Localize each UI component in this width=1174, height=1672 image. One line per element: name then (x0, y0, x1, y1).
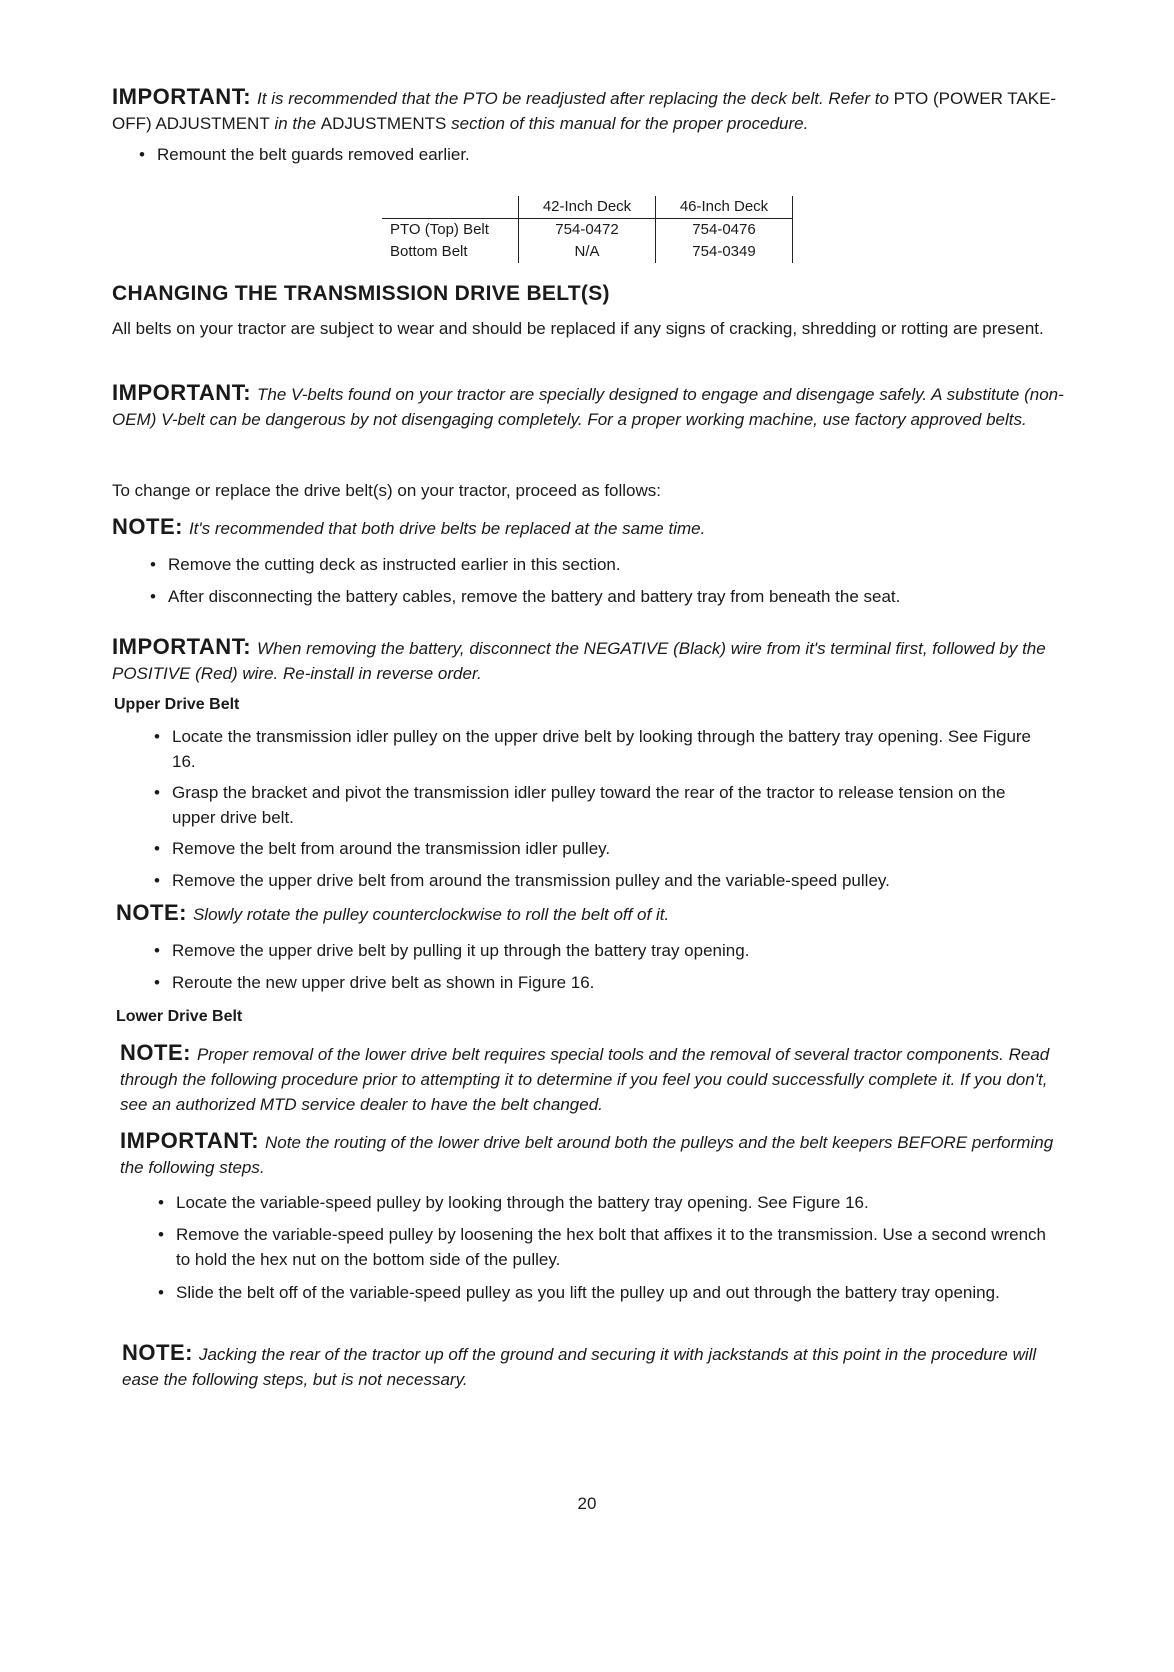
bullet-item (154, 868, 1052, 893)
bullet-text: Locate the variable-speed pulley by looking through the battery tray opening. See Figure 16. (176, 1193, 869, 1212)
seg: PTO (POWER TAKE-OFF) ADJUSTMENT (112, 89, 1057, 133)
bullet-item (154, 780, 1052, 830)
important-pto-note (112, 84, 1072, 136)
important-label: IMPORTANT: (112, 84, 252, 109)
table-cell: 754-0472 (519, 219, 656, 242)
important-text: The V-belts found on your tractor are specially designed to engage and disengage safely. A substitute (non-OEM) V-belt can be dangerous by not disengaging completely. For a proper working machine, use factory approved belts. (112, 385, 1064, 429)
bullet-icon: • (154, 941, 160, 960)
bullet-icon: • (154, 973, 160, 992)
table-header-cell: 42-Inch Deck (519, 196, 656, 219)
important-pto-text (112, 89, 1056, 133)
bullet-text: Remount the belt guards removed earlier. (157, 145, 470, 164)
table-cell: Bottom Belt (390, 243, 468, 260)
bullet-icon: • (139, 145, 145, 164)
table-cell: 754-0476 (656, 219, 793, 242)
bullet-icon: • (158, 1225, 164, 1244)
bullet-text: Slide the belt off of the variable-speed pulley as you lift the pulley up and out through the battery tray opening. (176, 1283, 1000, 1302)
table-row (382, 241, 793, 263)
bullet-text: Remove the upper drive belt by pulling it up through the battery tray opening. (172, 941, 750, 960)
bullet-item (154, 938, 1052, 963)
note-label: NOTE: (122, 1340, 193, 1365)
note-block (116, 900, 1076, 927)
bullet-icon: • (154, 783, 160, 802)
seg: ADJUSTMENTS (320, 114, 447, 133)
bullet-icon: • (150, 555, 156, 574)
table-header-cell (382, 196, 519, 219)
belt-part-table (382, 196, 793, 263)
important-label: IMPORTANT: (112, 380, 252, 405)
bullet-item (154, 724, 1052, 774)
note-text: It's recommended that both drive belts be replaced at the same time. (188, 519, 706, 538)
table-cell: PTO (Top) Belt (382, 219, 519, 242)
bullet-text: Remove the belt from around the transmission idler pulley. (172, 839, 611, 858)
section-heading: CHANGING THE TRANSMISSION DRIVE BELT(S) (112, 282, 610, 305)
bullet-icon: • (154, 727, 160, 746)
important-vbelt-note (112, 380, 1072, 432)
note-block (122, 1340, 1076, 1392)
bullet-icon: • (150, 587, 156, 606)
table-cell: 754-0349 (656, 241, 793, 263)
subheading-lower-drive-belt: Lower Drive Belt (116, 1008, 243, 1025)
bullet-item (139, 142, 1057, 167)
important-label: IMPORTANT: (112, 634, 252, 659)
bullet-icon: • (154, 871, 160, 890)
bullet-icon: • (154, 839, 160, 858)
table-row (382, 219, 793, 242)
note-label: NOTE: (116, 900, 187, 925)
bullet-text: Locate the transmission idler pulley on the upper drive belt by looking through the battery tray opening. See Figure 16. (172, 727, 1032, 771)
bullet-item (154, 970, 1052, 995)
note-label: NOTE: (120, 1040, 191, 1065)
bullet-text: Remove the variable-speed pulley by loosening the hex bolt that affixes it to the transmission. Use a second wrench to hold the hex nut on the bottom side of the pulley. (176, 1225, 1047, 1269)
table-header-cell: 46-Inch Deck (656, 196, 793, 219)
bullet-text: Reroute the new upper drive belt as shown in Figure 16. (172, 973, 595, 992)
seg: section of this manual for the proper procedure. (446, 114, 809, 133)
bullet-text: Grasp the bracket and pivot the transmission idler pulley toward the rear of the tractor to release tension on the upper drive belt. (172, 783, 1006, 827)
important-routing-note (120, 1128, 1074, 1180)
bullet-item (158, 1280, 1056, 1305)
bullet-text: After disconnecting the battery cables, remove the battery and battery tray from beneath the seat. (168, 587, 901, 606)
note-block (120, 1040, 1074, 1117)
note-text: Jacking the rear of the tractor up off the ground and securing it with jackstands at this point in the procedure will ease the following steps, but is not necessary. (122, 1345, 1037, 1389)
bullet-item (158, 1190, 1056, 1215)
seg: It is recommended that the PTO be readjusted after replacing the deck belt. Refer to (257, 89, 894, 108)
important-text: Note the routing of the lower drive belt around both the pulleys and the belt keepers BEFORE performing the following steps. (120, 1133, 1054, 1177)
table-cell: N/A (519, 241, 656, 263)
bullet-item (150, 584, 1048, 609)
note-block (112, 514, 1072, 541)
important-battery-note (112, 634, 1072, 686)
paragraph: All belts on your tractor are subject to wear and should be replaced if any signs of cracking, shredding or rotting are present. (112, 319, 1044, 338)
paragraph: To change or replace the drive belt(s) on your tractor, proceed as follows: (112, 481, 662, 500)
bullet-item (150, 552, 1048, 577)
important-label: IMPORTANT: (120, 1128, 260, 1153)
bullet-text: Remove the upper drive belt from around the transmission pulley and the variable-speed pulley. (172, 871, 890, 890)
bullet-item (158, 1222, 1056, 1272)
bullet-icon: • (158, 1283, 164, 1302)
important-text: When removing the battery, disconnect the NEGATIVE (Black) wire from it's terminal first, followed by the POSITIVE (Red) wire. Re-install in reverse order. (112, 639, 1046, 683)
note-text: Proper removal of the lower drive belt requires special tools and the removal of several tractor components. Read through the following procedure prior to attempting it to determine if you feel you could successfully complete it. If you don't, see an authorized MTD service dealer to have the belt changed. (120, 1045, 1050, 1114)
note-text: Slowly rotate the pulley counterclockwise to roll the belt off of it. (192, 905, 670, 924)
table-header-row (382, 196, 793, 219)
bullet-text: Remove the cutting deck as instructed earlier in this section. (168, 555, 621, 574)
subheading-upper-drive-belt: Upper Drive Belt (114, 696, 240, 713)
seg: in the (269, 114, 321, 133)
bullet-item (154, 836, 1052, 861)
bullet-icon: • (158, 1193, 164, 1212)
page-number: 20 (577, 1494, 597, 1513)
note-label: NOTE: (112, 514, 183, 539)
